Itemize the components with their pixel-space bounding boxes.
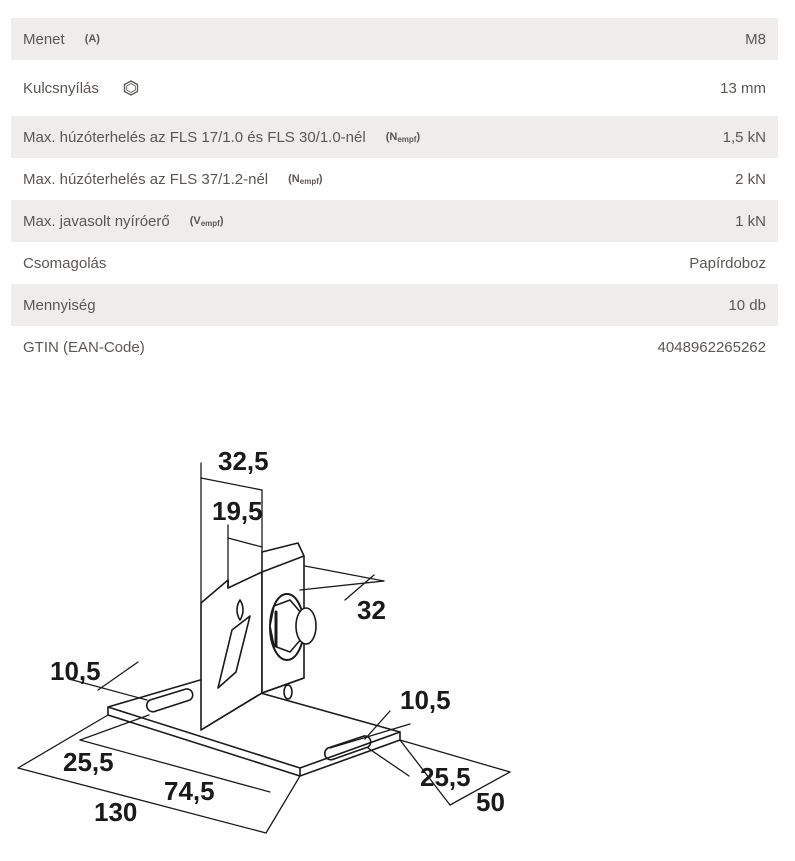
spec-value: 4048962265262 (657, 338, 766, 356)
dim-label: 25,5 (420, 762, 471, 792)
spec-row-quantity (11, 284, 778, 326)
dim-label: 74,5 (164, 776, 215, 806)
dim-label: 10,5 (400, 685, 451, 715)
dim-label: 32,5 (218, 446, 269, 476)
spec-value: 13 mm (720, 79, 766, 97)
spec-value: 1,5 kN (722, 128, 766, 146)
dim-label: 10,5 (50, 656, 101, 686)
hexagon-icon (123, 80, 139, 96)
spec-label: Csomagolás (23, 254, 107, 272)
spec-table (11, 18, 778, 368)
spec-row-tensile-load-1 (11, 116, 778, 158)
spec-label: Kulcsnyílás (23, 79, 99, 97)
spec-label: Max. javasolt nyíróerő (23, 212, 170, 230)
spec-row-thread (11, 18, 778, 60)
technical-drawing (0, 430, 560, 861)
spec-value: M8 (745, 30, 766, 48)
dim-label: 19,5 (212, 496, 263, 526)
spec-value: 2 kN (735, 170, 766, 188)
spec-row-gtin (11, 326, 778, 368)
spec-row-wrench-size (11, 60, 778, 116)
spec-row-packaging (11, 242, 778, 284)
spec-value: 1 kN (735, 212, 766, 230)
shear-symbol: $(V_{empf})$ (189, 214, 224, 228)
spec-label: Max. húzóterhelés az FLS 37/1.2-nél (23, 170, 269, 188)
spec-label: GTIN (EAN-Code) (23, 338, 145, 356)
spec-label: Menet (23, 30, 65, 48)
dim-label: 50 (476, 787, 505, 817)
spec-row-shear-force (11, 200, 778, 242)
load-symbol: $(N_{empf})$ (385, 130, 421, 144)
dim-label: 130 (94, 797, 138, 827)
spec-label: Max. húzóterhelés az FLS 17/1.0 és FLS 30/1.0-nél (23, 128, 366, 146)
load-symbol: $(N_{empf})$ (288, 172, 323, 186)
spec-value: Papírdoboz (689, 254, 766, 272)
spec-row-tensile-load-2 (11, 158, 778, 200)
dim-label: 32 (357, 595, 386, 625)
nut-and-bolt (270, 594, 316, 660)
dim-label: 25,5 (63, 747, 114, 777)
spec-label: Mennyiség (23, 296, 96, 314)
spec-value: 10 db (728, 296, 766, 314)
thread-symbol: (A) (84, 33, 100, 45)
